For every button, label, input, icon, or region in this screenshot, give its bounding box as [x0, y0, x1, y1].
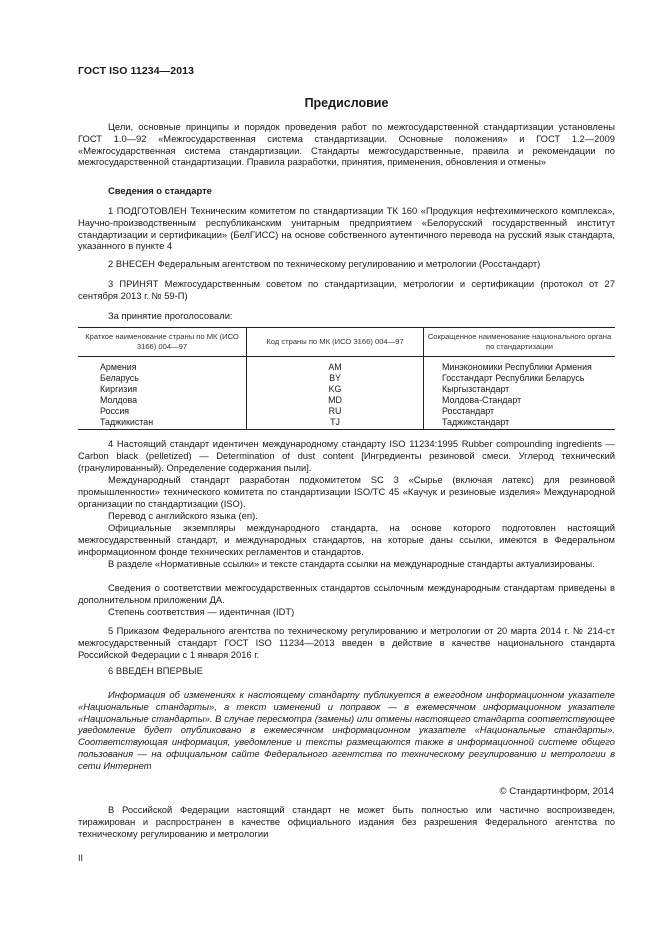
- country-name: Россия: [100, 406, 130, 416]
- standards-body: Росстандарт: [424, 406, 616, 417]
- standards-body: Кыргызстандарт: [424, 384, 616, 395]
- item-4-official-copies: Официальные экземпляры международного стандарта, на основе которого подготовлен настоящий межгосударственный стандарт, и международных стандартов, на которые даны ссылки, имеются в Федеральном информационном фонде технических регламентов и стандартов.: [78, 522, 615, 557]
- table-row: [78, 357, 615, 374]
- country-code: KG: [247, 384, 424, 395]
- country-code: BY: [247, 373, 424, 384]
- item-1-prepared: 1 ПОДГОТОВЛЕН Техническим комитетом по стандартизации ТК 160 «Продукция нефтехимического комплекса», Научно-производственным республиканским унитарным предприятием «Белорусский государственный институт стандартизации и сертификации» (БелГИСС) на основе собственного аутентичного перевода на русский язык стандарта, указанного в пункте 4: [78, 205, 615, 252]
- table-row: [78, 417, 615, 430]
- country-name: Армения: [100, 362, 137, 372]
- changes-notice: Информация об изменениях к настоящему стандарту публикуется в ежегодном информационном указателе «Национальные стандарты», а текст изменений и поправок — в ежемесячном информационном указателе «Национальные стандарты». В случае пересмотра (замены) или отмены настоящего стандарта соответствующее уведомление будет опубликовано в ежемесячном информационном указателе «Национальные стандарты». Соответствующая информация, уведомление и тексты размещаются также в информационной системе общего пользования — на официальном сайте Федерального агентства по техническому регулированию и метрологии в сети Интернет: [78, 689, 615, 771]
- info-heading: Сведения о стандарте: [108, 185, 212, 196]
- page-title: Предисловие: [304, 96, 389, 110]
- standards-body: Госстандарт Республики Беларусь: [424, 373, 616, 384]
- item-5-order: 5 Приказом Федерального агентства по техническому регулированию и метрологии от 20 марта 2014 г. № 214-ст межгосударственный стандарт ГОСТ ISO 11234—2013 введен в действие в качестве национального стандарта Российской Федерации с 1 января 2016 г.: [78, 625, 615, 660]
- header-country-code: Код страны по МК (ИСО 3166) 004—97: [247, 328, 424, 357]
- item-4-identical: 4 Настоящий стандарт идентичен международному стандарту ISO 11234:1995 Rubber compounding ingredients — Carbon black (pelletized) — Determination of dust content [Ингредиенты резиновой смеси. Углерод технический (гранулированный). Определение содержания пыли].: [78, 438, 615, 473]
- document-code-header: ГОСТ ISO 11234—2013: [78, 65, 195, 77]
- table-row: [78, 373, 615, 384]
- country-code: AM: [247, 357, 424, 374]
- item-4-degree: Степень соответствия — идентичная (IDT): [108, 606, 295, 617]
- country-name: Таджикистан: [78, 417, 247, 430]
- table-row: [78, 384, 615, 395]
- copyright-line: © Стандартинформ, 2014: [499, 786, 614, 797]
- voting-countries-table: [78, 327, 615, 430]
- header-standards-body: Сокращенное наименование национального органа по стандартизации: [424, 328, 616, 357]
- reproduction-rights: В Российской Федерации настоящий стандарт не может быть полностью или частично воспроизведен, тиражирован и распространен в качестве официального издания без разрешения Федерального агентства по техническому регулированию и метрологии: [78, 804, 615, 839]
- standards-body: Минэкономики Республики Армения: [424, 357, 616, 374]
- country-name: Беларусь: [100, 373, 139, 383]
- item-3-adopted: 3 ПРИНЯТ Межгосударственным советом по стандартизации, метрологии и сертификации (протокол от 27 сентября 2013 г. № 59-П): [78, 278, 615, 301]
- voted-label: За принятие проголосовали:: [108, 310, 233, 321]
- item-4-developer: Международный стандарт разработан подкомитетом SC 3 «Сырье (включая латекс) для резиновой промышленности» технического комитета по стандартизации ISO/TC 45 «Каучук и резиновые изделия» Международной организации по стандартизации (ISO).: [78, 474, 615, 509]
- country-name: Молдова: [100, 395, 138, 405]
- header-country-name: Краткое наименование страны по МК (ИСО 3166) 004—97: [78, 328, 247, 357]
- table-row: [78, 406, 615, 417]
- standards-body: Таджикстандарт: [424, 417, 616, 430]
- intro-paragraph: Цели, основные принципы и порядок проведения работ по межгосударственной стандартизации установлены ГОСТ 1.0—92 «Межгосударственная система стандартизации. Основные положения» и ГОСТ 1.2—2009 «Межгосударственная система стандартизации. Стандарты межгосударственные, правила и рекомендации по межгосударственной стандартизации. Правила разработки, принятия, применения, обновления и отмены»: [78, 121, 615, 168]
- item-4-references: В разделе «Нормативные ссылки» и тексте стандарта ссылки на международные стандарты актуализированы.: [108, 558, 595, 569]
- standards-body: Молдова-Стандарт: [424, 395, 616, 406]
- table-header-row: [78, 328, 615, 357]
- country-code: RU: [247, 406, 424, 417]
- item-4-language: Перевод с английского языка (en).: [108, 510, 258, 521]
- country-name: Киргизия: [100, 384, 138, 394]
- item-2-submitted: 2 ВНЕСЕН Федеральным агентством по техническому регулированию и метрологии (Росстандарт): [108, 258, 541, 269]
- page-number: II: [78, 853, 84, 863]
- item-4-annex: Сведения о соответствии межгосударственных стандартов ссылочным международным стандартам приведены в дополнительном приложении ДА.: [78, 582, 615, 605]
- item-6-first-introduced: 6 ВВЕДЕН ВПЕРВЫЕ: [108, 665, 203, 676]
- country-code: TJ: [247, 417, 424, 430]
- table-row: [78, 395, 615, 406]
- country-code: MD: [247, 395, 424, 406]
